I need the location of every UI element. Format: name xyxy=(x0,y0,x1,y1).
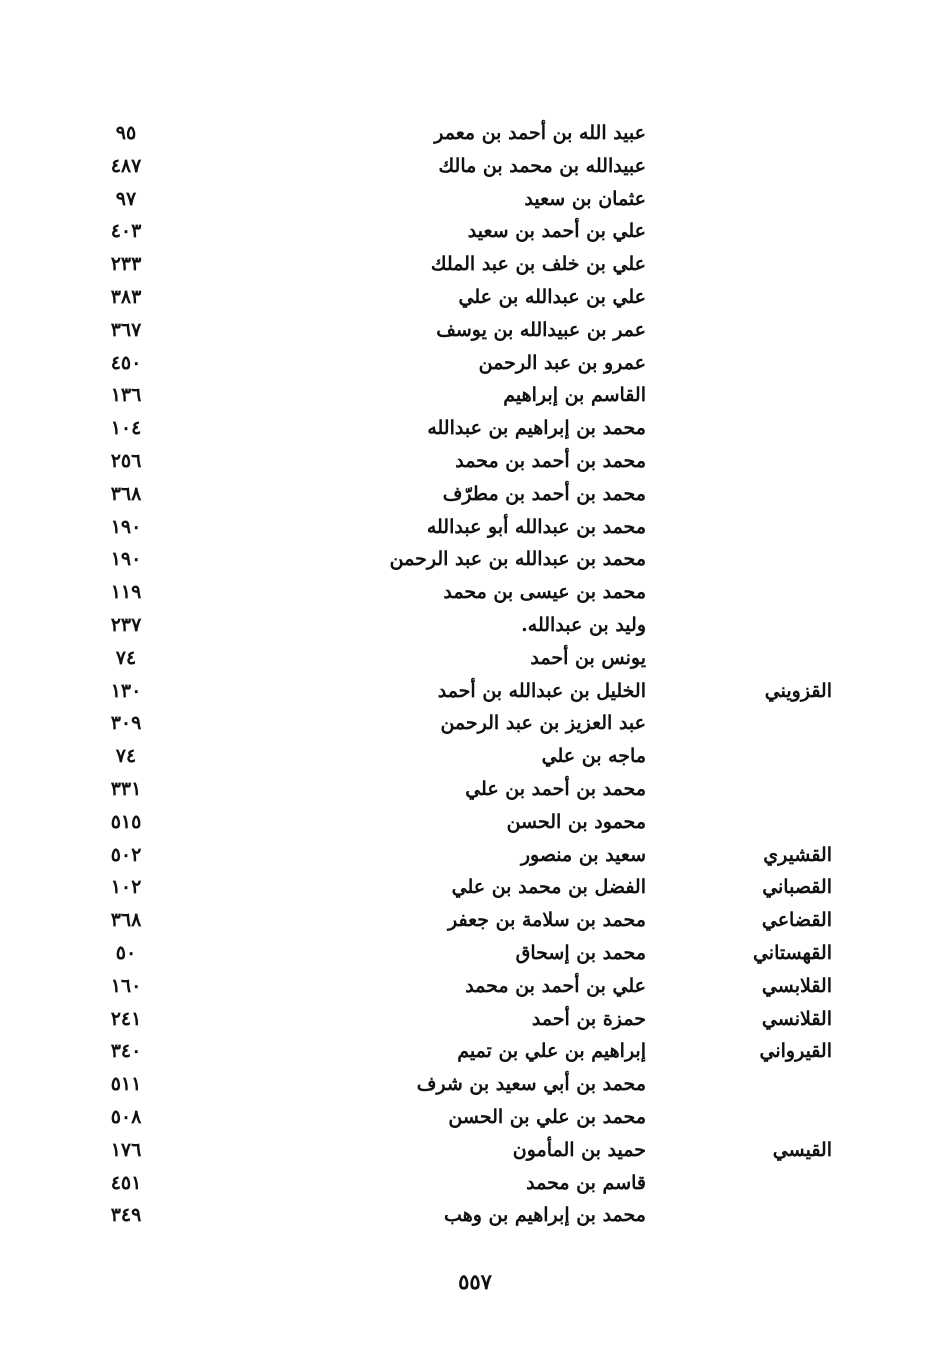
index-entry xyxy=(0,904,950,937)
entry-page-number: ٩٥ xyxy=(115,122,137,144)
entry-page-number: ١٠٤ xyxy=(110,417,142,440)
entry-name: عبيدالله بن محمد بن مالك xyxy=(438,154,646,177)
index-entry xyxy=(0,970,950,1003)
entry-name: الفضل بن محمد بن علي xyxy=(451,876,646,899)
entry-nisba: القلانسي xyxy=(761,1007,832,1030)
entry-nisba: القصباني xyxy=(762,876,832,899)
index-entry xyxy=(0,314,950,347)
index-entry xyxy=(0,576,950,609)
entry-name: محمد بن أحمد بن محمد xyxy=(455,449,646,472)
index-entry xyxy=(0,839,950,872)
entry-page-number: ٩٧ xyxy=(115,187,137,210)
entry-name: علي بن خلف بن عبد الملك xyxy=(430,253,646,276)
entry-nisba: القشيري xyxy=(763,843,832,866)
entry-page-number: ٣٠٩ xyxy=(110,712,142,735)
index-entry xyxy=(0,937,950,970)
entry-page-number: ٥١١ xyxy=(110,1073,142,1096)
entry-name: عثمان بن سعيد xyxy=(524,187,646,210)
entry-name: محمد بن سلامة بن جعفر xyxy=(448,909,646,932)
entry-page-number: ١٩٠ xyxy=(110,515,142,538)
index-entry xyxy=(0,281,950,314)
entry-nisba: القزويني xyxy=(764,679,832,702)
entry-name: محمد بن إسحاق xyxy=(515,941,646,964)
index-entry xyxy=(0,806,950,839)
index-entry xyxy=(0,1199,950,1232)
entry-nisba: القيسي xyxy=(772,1138,832,1161)
entry-name: علي بن عبدالله بن علي xyxy=(458,285,646,308)
page-number: ٥٥٧ xyxy=(458,1269,492,1294)
index-entry xyxy=(0,1003,950,1036)
index-entry xyxy=(0,773,950,806)
entry-page-number: ١٩٠ xyxy=(110,548,142,571)
entry-page-number: ٣٦٧ xyxy=(110,318,142,341)
index-entry xyxy=(0,511,950,544)
index-entry xyxy=(0,871,950,904)
index-entry xyxy=(0,183,950,216)
entry-name: علي بن أحمد بن محمد xyxy=(465,974,646,997)
entry-page-number: ٧٤ xyxy=(115,646,137,669)
index-entry xyxy=(0,609,950,642)
entry-name: محمود بن الحسن xyxy=(506,810,646,833)
entry-name: سعيد بن منصور xyxy=(520,843,646,866)
entry-name: محمد بن إبراهيم بن عبدالله xyxy=(427,417,646,440)
entry-page-number: ٤٥٠ xyxy=(110,351,142,374)
entry-name: عمرو بن عبد الرحمن xyxy=(478,351,646,374)
index-entry xyxy=(0,1167,950,1200)
index-entry xyxy=(0,379,950,412)
entry-nisba: القيرواني xyxy=(759,1040,832,1063)
entry-name: عمر بن عبيدالله بن يوسف xyxy=(436,318,646,341)
index-entry xyxy=(0,1101,950,1134)
entry-page-number: ٤٠٣ xyxy=(110,220,142,243)
entry-page-number: ٥٠٢ xyxy=(110,843,142,866)
entry-page-number: ٣٦٨ xyxy=(110,909,142,932)
entry-nisba: القلابسي xyxy=(761,974,832,997)
index-entry xyxy=(0,117,950,150)
entry-page-number: ٢٣٧ xyxy=(110,613,142,636)
entry-page-number: ٣٤٠ xyxy=(110,1040,142,1063)
index-entries-list xyxy=(0,117,950,1232)
entry-page-number: ٢٤١ xyxy=(110,1007,142,1030)
index-entry xyxy=(0,445,950,478)
entry-page-number: ١٦٠ xyxy=(110,974,142,997)
entry-name: علي بن أحمد بن سعيد xyxy=(467,220,646,243)
entry-page-number: ٣٦٨ xyxy=(110,482,142,505)
index-entry xyxy=(0,412,950,445)
entry-page-number: ١٣٠ xyxy=(110,679,142,702)
entry-page-number: ٥٠ xyxy=(115,941,137,964)
index-entry xyxy=(0,1068,950,1101)
entry-name: محمد بن أحمد بن مطرّف xyxy=(442,482,646,505)
index-entry xyxy=(0,150,950,183)
entry-page-number: ٣٨٣ xyxy=(110,285,142,308)
entry-page-number: ١١٩ xyxy=(110,581,142,604)
index-entry xyxy=(0,1134,950,1167)
entry-name: حميد بن المأمون xyxy=(512,1138,646,1161)
entry-name: محمد بن أحمد بن علي xyxy=(465,777,646,800)
entry-name: محمد بن إبراهيم بن وهب xyxy=(444,1204,646,1227)
entry-page-number: ٧٤ xyxy=(115,745,137,768)
entry-name: قاسم بن محمد xyxy=(526,1171,646,1194)
entry-name: محمد بن عيسى بن محمد xyxy=(443,581,646,604)
entry-name: يونس بن أحمد xyxy=(530,646,646,669)
entry-nisba: القهستاني xyxy=(752,941,832,964)
entry-name: القاسم بن إبراهيم xyxy=(503,384,646,407)
entry-name: عبيد الله بن أحمد بن معمر xyxy=(434,122,646,144)
index-entry xyxy=(0,248,950,281)
index-entry xyxy=(0,707,950,740)
entry-page-number: ٣٤٩ xyxy=(110,1204,142,1227)
entry-name: ماجه بن علي xyxy=(541,745,646,768)
entry-page-number: ٤٥١ xyxy=(110,1171,142,1194)
index-entry xyxy=(0,740,950,773)
entry-name: حمزة بن أحمد xyxy=(531,1007,646,1030)
index-entry xyxy=(0,642,950,675)
entry-nisba: القضاعي xyxy=(761,909,832,932)
entry-page-number: ٥٠٨ xyxy=(110,1105,142,1128)
entry-name: عبد العزيز بن عبد الرحمن xyxy=(440,712,646,735)
entry-name: محمد بن أبي سعيد بن شرف xyxy=(416,1073,646,1096)
index-entry xyxy=(0,347,950,380)
index-entry xyxy=(0,478,950,511)
entry-page-number: ١٧٦ xyxy=(110,1138,142,1161)
entry-name: إبراهيم بن علي بن تميم xyxy=(457,1040,646,1063)
entry-name: وليد بن عبدالله. xyxy=(521,613,646,636)
entry-name: محمد بن عبدالله بن عبد الرحمن xyxy=(389,548,646,571)
entry-page-number: ١٣٦ xyxy=(110,384,142,407)
entry-page-number: ١٠٢ xyxy=(110,876,142,899)
index-entry xyxy=(0,543,950,576)
index-entry xyxy=(0,1035,950,1068)
index-entry xyxy=(0,675,950,708)
entry-page-number: ٣٣١ xyxy=(110,777,142,800)
entry-name: محمد بن عبدالله أبو عبدالله xyxy=(426,515,646,538)
entry-name: محمد بن علي بن الحسن xyxy=(448,1105,646,1128)
entry-page-number: ٤٨٧ xyxy=(110,154,142,177)
entry-page-number: ٥١٥ xyxy=(110,810,142,833)
entry-page-number: ٢٥٦ xyxy=(110,449,142,472)
index-entry xyxy=(0,215,950,248)
entry-name: الخليل بن عبدالله بن أحمد xyxy=(437,679,646,702)
entry-page-number: ٢٣٣ xyxy=(110,253,142,276)
